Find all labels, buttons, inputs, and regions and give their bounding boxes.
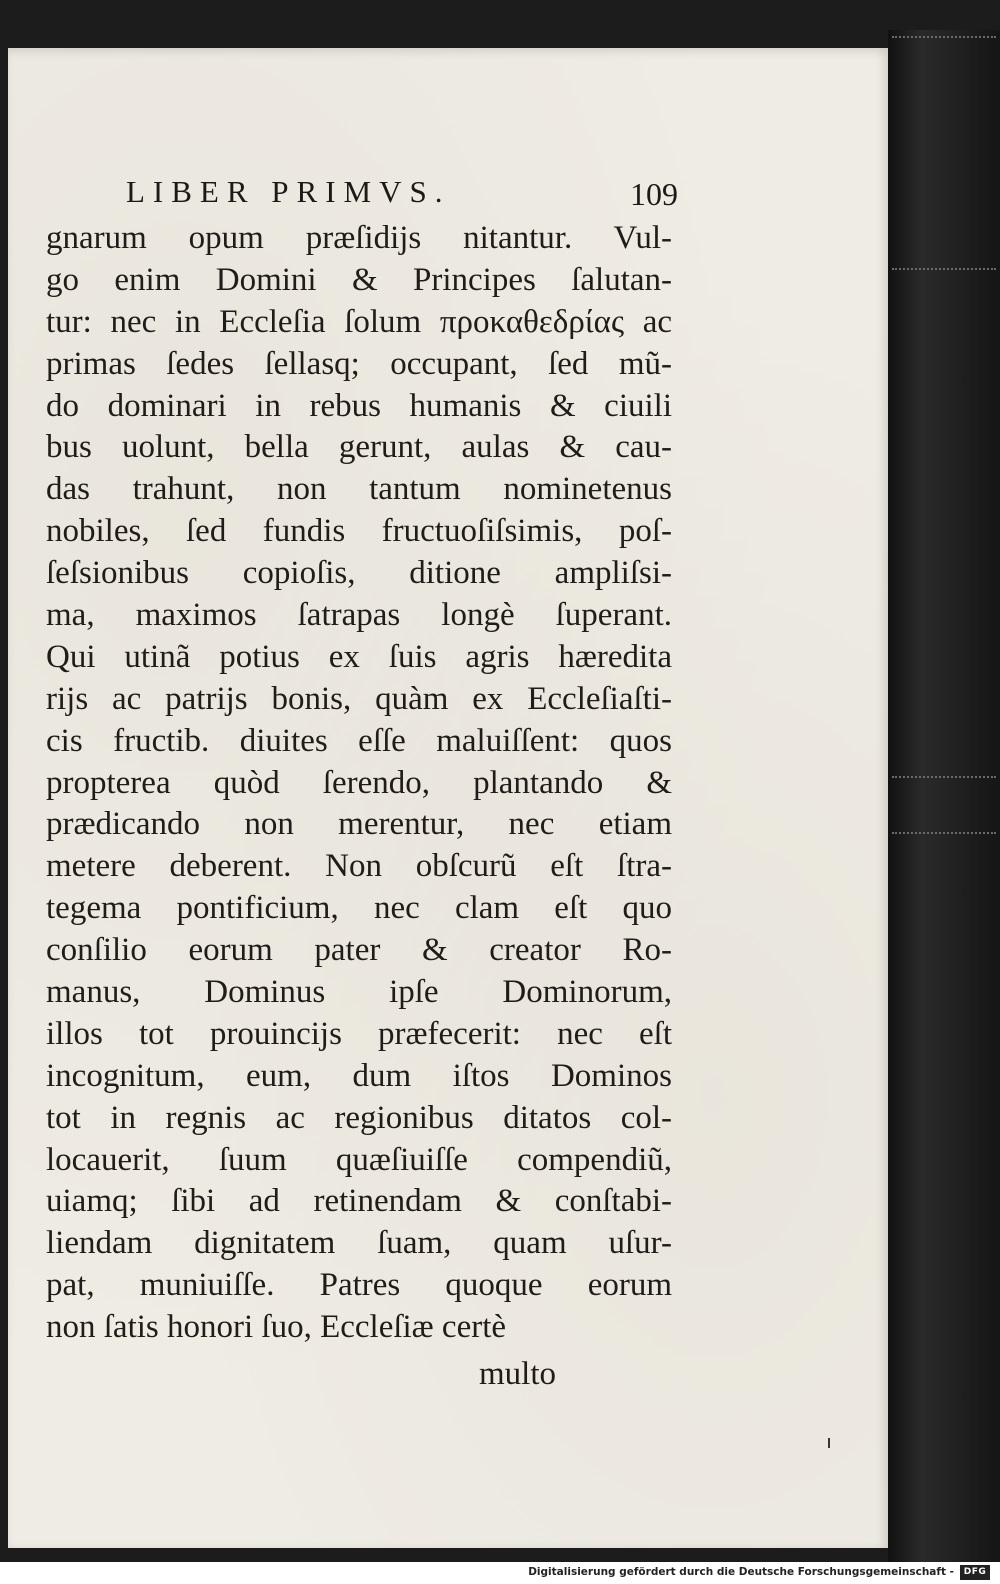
text-line: tur: nec in Eccleſia ſolum προκαθεδρίας ac — [46, 303, 672, 340]
catchword: multo — [478, 1356, 556, 1392]
text-line: nobiles, ſed fundis fructuoſiſsimis, poſ- — [46, 513, 672, 550]
text-line: tegema pontificium, nec clam eſt quo — [46, 890, 672, 927]
body-text — [46, 218, 672, 1349]
text-line: tot in regnis ac regionibus ditatos col- — [46, 1099, 672, 1136]
text-line: das trahunt, non tantum nominetenus — [46, 471, 672, 508]
page-header — [126, 174, 686, 218]
edge-dotted-line — [892, 268, 996, 273]
text-line: go enim Domini & Principes ſalutan- — [46, 261, 672, 298]
paper-speck — [828, 1438, 830, 1448]
text-line: uiamq; ſibi ad retinendam & conſtabi- — [46, 1183, 672, 1220]
text-line: rijs ac patrijs bonis, quàm ex Eccleſiaſti- — [46, 680, 672, 717]
text-line: illos tot prouincijs præfecerit: nec eſt — [46, 1015, 672, 1052]
digitization-footer — [0, 1562, 1000, 1584]
text-line: conſilio eorum pater & creator Ro- — [46, 932, 672, 969]
text-line: gnarum opum præſidijs nitantur. Vul- — [46, 220, 672, 256]
page-number: 109 — [630, 176, 678, 212]
text-line: propterea quòd ſerendo, plantando & — [46, 764, 672, 801]
edge-dotted-line — [892, 36, 996, 41]
text-line: incognitum, eum, dum iſtos Dominos — [46, 1057, 672, 1094]
text-line: ſeſsionibus copioſis, ditione ampliſsi- — [46, 555, 672, 592]
text-line: cis fructib. diuites eſſe maluiſſent: quos — [46, 722, 672, 759]
text-line: prædicando non merentur, nec etiam — [46, 806, 672, 843]
dfg-logo: DFG — [960, 1565, 990, 1580]
text-line: do dominari in rebus humanis & ciuili — [46, 387, 672, 424]
text-line: locauerit, ſuum quæſiuiſſe compendiũ, — [46, 1141, 672, 1178]
running-head: LIBER PRIMVS. — [126, 174, 451, 209]
text-line: ma, maximos ſatrapas longè ſuperant. — [46, 597, 672, 634]
edge-dotted-line — [892, 776, 996, 781]
footer-credit: Digitalisierung gefördert durch die Deutsche Forschungsgemeinschaft - — [528, 1566, 954, 1578]
facing-page-edge — [888, 30, 1000, 1562]
text-line: Qui utinã potius ex ſuis agris hæredita — [46, 638, 672, 675]
text-line: bus uolunt, bella gerunt, aulas & cau- — [46, 429, 672, 466]
text-line: primas ſedes ſellasq; occupant, ſed mũ- — [46, 345, 672, 382]
text-line: metere deberent. Non obſcurũ eſt ſtra- — [46, 848, 672, 885]
book-page — [8, 48, 888, 1548]
text-line: pat, muniuiſſe. Patres quoque eorum — [46, 1267, 672, 1304]
text-line: manus, Dominus ipſe Dominorum, — [46, 974, 672, 1011]
text-line: non ſatis honori ſuo, Eccleſiæ certè — [46, 1309, 507, 1346]
text-line: liendam dignitatem ſuam, quam uſur- — [46, 1225, 672, 1262]
edge-dotted-line — [892, 832, 996, 837]
